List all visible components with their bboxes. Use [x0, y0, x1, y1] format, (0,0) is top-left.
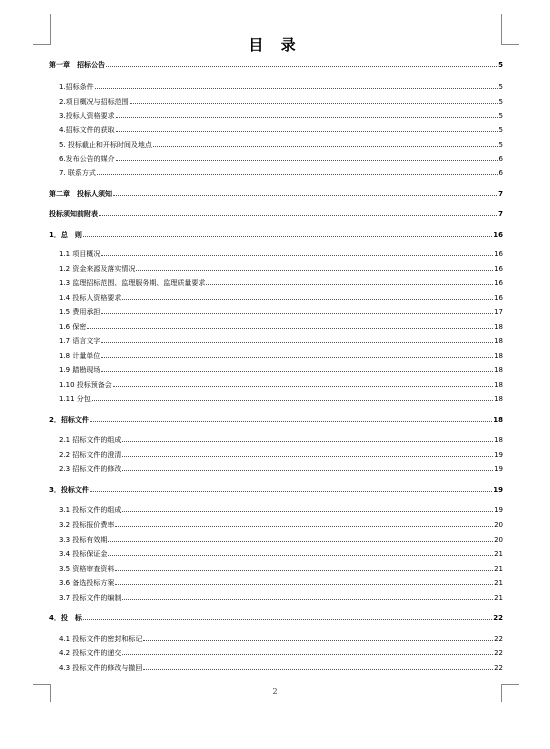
toc-entry-label: 7. 联系方式 [59, 169, 96, 177]
toc-entry-label: 4.招标文件的获取 [59, 126, 115, 134]
toc-dot-leader [83, 619, 492, 620]
toc-section-entry[interactable] [49, 304, 503, 316]
toc-section-entry[interactable] [49, 575, 503, 587]
toc-entry-page: 5 [498, 83, 503, 91]
toc-entry-label: 3．投标文件 [49, 486, 89, 494]
toc-entry-page: 5 [498, 112, 503, 120]
toc-dot-leader [90, 491, 492, 492]
toc-dot-leader [101, 255, 493, 256]
toc-entry-page: 20 [494, 536, 503, 544]
toc-entry-page: 16 [494, 250, 503, 258]
toc-entry-label: 3.4 投标保证金 [59, 550, 108, 558]
toc-entry-label: 4.3 投标文件的修改与撤回 [59, 664, 143, 672]
toc-dot-leader [83, 236, 492, 237]
toc-entry-page: 7 [498, 190, 503, 198]
toc-entry-label: 3.6 备选投标方案 [59, 579, 115, 587]
toc-entry-page: 16 [494, 294, 503, 302]
toc-dot-leader [130, 103, 498, 104]
toc-entry-page: 18 [494, 323, 503, 331]
toc-entry-label: 2.项目概况与招标范围 [59, 98, 129, 106]
toc-entry-page: 5 [498, 61, 503, 69]
toc-dot-leader [206, 284, 493, 285]
toc-entry-label: 3.7 投标文件的编制 [59, 594, 122, 602]
toc-dot-leader [122, 599, 493, 600]
toc-entry-label: 1.4 投标人资格要求 [59, 294, 122, 302]
toc-dot-leader [153, 146, 498, 147]
toc-entry-page: 16 [494, 265, 503, 273]
toc-section-entry[interactable] [49, 333, 503, 345]
toc-dot-leader [122, 470, 493, 471]
toc-dot-leader [116, 160, 498, 161]
toc-entry-label: 1.6 保密 [59, 323, 87, 331]
toc-entry-label: 3.1 投标文件的组成 [59, 506, 122, 514]
toc-entry-label: 4.2 投标文件的递交 [59, 649, 122, 657]
toc-entry-page: 22 [493, 614, 503, 622]
toc-dot-leader [101, 371, 493, 372]
toc-section-entry[interactable] [49, 631, 503, 643]
toc-entry-page: 18 [494, 337, 503, 345]
toc-dot-leader [113, 386, 493, 387]
toc-dot-leader [87, 328, 493, 329]
toc-entry-page: 5 [498, 141, 503, 149]
toc-entry-page: 21 [494, 579, 503, 587]
toc-chapter-entry[interactable] [49, 206, 503, 218]
toc-dot-leader [108, 541, 493, 542]
toc-section-entry[interactable] [49, 590, 503, 602]
toc-entry-page: 22 [494, 664, 503, 672]
toc-section-entry[interactable] [49, 660, 503, 672]
toc-entry-page: 19 [494, 451, 503, 459]
toc-entry-page: 19 [494, 465, 503, 473]
crop-mark-bottom-right-h [501, 684, 519, 685]
toc-entry-page: 6 [498, 155, 503, 163]
toc-entry-page: 22 [494, 649, 503, 657]
toc-entry-label: 1.9 踏勘现场 [59, 366, 101, 374]
toc-dot-leader [115, 570, 493, 571]
toc-section-entry[interactable] [49, 151, 503, 163]
toc-chapter-entry[interactable] [49, 610, 503, 622]
toc-entry-label: 1．总 则 [49, 231, 82, 239]
toc-chapter-entry[interactable] [49, 186, 503, 198]
toc-dot-leader [101, 342, 493, 343]
toc-entry-page: 16 [493, 231, 503, 239]
toc-section-entry[interactable] [49, 122, 503, 134]
toc-entry-label: 3.3 投标有效期 [59, 536, 108, 544]
toc-entry-label: 4．投 标 [49, 614, 82, 622]
toc-entry-label: 1.8 计量单位 [59, 352, 101, 360]
toc-entry-page: 6 [498, 169, 503, 177]
toc-entry-label: 投标须知前附表 [49, 210, 98, 218]
toc-entry-label: 2.3 招标文件的修改 [59, 465, 122, 473]
toc-entry-page: 16 [494, 279, 503, 287]
toc-section-entry[interactable] [49, 137, 503, 149]
toc-dot-leader [115, 584, 493, 585]
toc-section-entry[interactable] [49, 447, 503, 459]
toc-entry-page: 5 [498, 98, 503, 106]
toc-dot-leader [122, 441, 493, 442]
toc-section-entry[interactable] [49, 246, 503, 258]
toc-entry-label: 4.1 投标文件的密封和标记 [59, 635, 143, 643]
toc-entry-label: 3.2 投标报价费率 [59, 521, 115, 529]
toc-dot-leader [122, 456, 493, 457]
toc-dot-leader [92, 400, 493, 401]
toc-entry-label: 1.招标条件 [59, 83, 94, 91]
toc-chapter-entry[interactable] [49, 227, 503, 239]
toc-entry-page: 21 [494, 594, 503, 602]
toc-entry-label: 第二章 投标人须知 [49, 190, 112, 198]
toc-entry-label: 1.5 费用承担 [59, 308, 101, 316]
toc-dot-leader [99, 215, 497, 216]
toc-section-entry[interactable] [49, 261, 503, 273]
toc-dot-leader [101, 357, 493, 358]
toc-entry-page: 5 [498, 126, 503, 134]
toc-entry-label: 2．招标文件 [49, 416, 89, 424]
toc-entry-page: 21 [494, 550, 503, 558]
toc-dot-leader [122, 299, 493, 300]
toc-section-entry[interactable] [49, 377, 503, 389]
toc-entry-page: 19 [493, 486, 503, 494]
toc-section-entry[interactable] [49, 517, 503, 529]
toc-entry-page: 18 [494, 381, 503, 389]
toc-section-entry[interactable] [49, 165, 503, 177]
toc-section-entry[interactable] [49, 645, 503, 657]
toc-section-entry[interactable] [49, 348, 503, 360]
toc-entry-page: 22 [494, 635, 503, 643]
toc-entry-label: 1.1 项目概况 [59, 250, 101, 258]
toc-dot-leader [136, 270, 493, 271]
toc-dot-leader [113, 195, 497, 196]
toc-entry-page: 18 [494, 436, 503, 444]
toc-dot-leader [122, 511, 493, 512]
toc-chapter-entry[interactable] [49, 482, 503, 494]
toc-section-entry[interactable] [49, 546, 503, 558]
toc-section-entry[interactable] [49, 94, 503, 106]
toc-entry-page: 18 [494, 366, 503, 374]
toc-dot-leader [122, 654, 493, 655]
toc-chapter-entry[interactable] [49, 412, 503, 424]
toc-dot-leader [108, 555, 493, 556]
toc-dot-leader [143, 669, 493, 670]
toc-entry-label: 1.7 语言文字 [59, 337, 101, 345]
toc-entry-page: 7 [498, 210, 503, 218]
toc-dot-leader [97, 174, 498, 175]
toc-section-entry[interactable] [49, 79, 503, 91]
toc-section-entry[interactable] [49, 432, 503, 444]
toc-entry-label: 1.2 资金来源及落实情况 [59, 265, 136, 273]
toc-entry-label: 2.1 招标文件的组成 [59, 436, 122, 444]
toc-entry-page: 19 [494, 506, 503, 514]
toc-section-entry[interactable] [49, 275, 503, 287]
toc-chapter-entry[interactable] [49, 57, 503, 69]
toc-dot-leader [116, 117, 498, 118]
toc-entry-page: 21 [494, 565, 503, 573]
toc-dot-leader [90, 421, 492, 422]
toc-dot-leader [115, 526, 493, 527]
toc-dot-leader [116, 131, 498, 132]
toc-entry-label: 1.10 投标预备会 [59, 381, 112, 389]
toc-dot-leader [95, 88, 498, 89]
toc-section-entry[interactable] [49, 532, 503, 544]
toc-entry-label: 3.5 资格审查资料 [59, 565, 115, 573]
toc-entry-label: 1.3 监理招标范围、监理服务期、监理质量要求 [59, 279, 206, 287]
toc-dot-leader [106, 66, 497, 67]
page-title: 目 录 [248, 36, 302, 54]
toc-section-entry[interactable] [49, 108, 503, 120]
toc-dot-leader [101, 313, 493, 314]
toc-dot-leader [143, 640, 493, 641]
toc-section-entry[interactable] [49, 290, 503, 302]
toc-entry-label: 2.2 招标文件的澄清 [59, 451, 122, 459]
page-number: 2 [272, 687, 278, 696]
toc-section-entry[interactable] [49, 362, 503, 374]
toc-entry-page: 17 [494, 308, 503, 316]
toc-entry-page: 18 [493, 416, 503, 424]
toc-section-entry[interactable] [49, 319, 503, 331]
toc-section-entry[interactable] [49, 461, 503, 473]
toc-entry-label: 第一章 招标公告 [49, 61, 105, 69]
toc-section-entry[interactable] [49, 502, 503, 514]
toc-section-entry[interactable] [49, 561, 503, 573]
toc-entry-page: 18 [494, 352, 503, 360]
toc-entry-label: 6.发布公告的媒介 [59, 155, 115, 163]
toc-entry-label: 5. 投标截止和开标时间及地点 [59, 141, 152, 149]
toc-entry-page: 20 [494, 521, 503, 529]
toc-section-entry[interactable] [49, 391, 503, 403]
toc-entry-page: 18 [494, 395, 503, 403]
toc-entry-label: 3.投标人资格要求 [59, 112, 115, 120]
toc-entry-label: 1.11 分包 [59, 395, 91, 403]
crop-mark-bottom-left-h [33, 684, 51, 685]
